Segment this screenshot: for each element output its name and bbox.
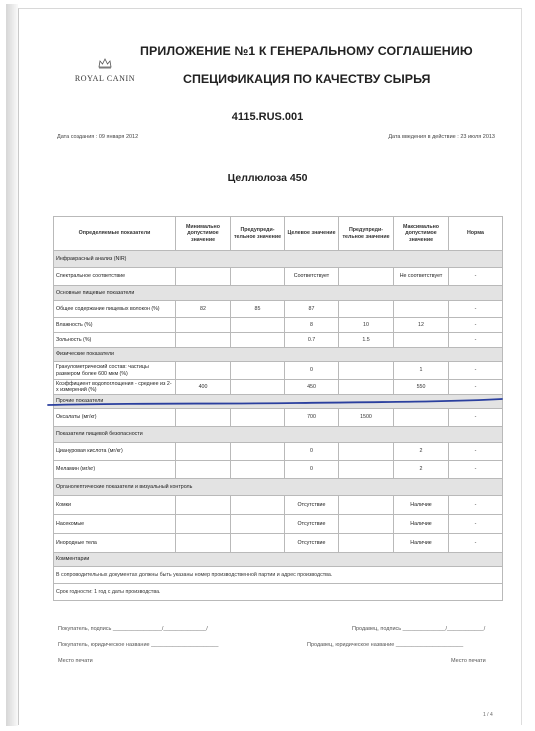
- table-row: [54, 409, 503, 427]
- cell-min: [176, 333, 231, 348]
- section-title: Прочие показатели: [54, 395, 503, 409]
- page-number: 1 / 4: [483, 712, 493, 718]
- title-line-1: ПРИЛОЖЕНИЕ №1 К ГЕНЕРАЛЬНОМУ СОГЛАШЕНИЮ: [140, 44, 473, 58]
- col-header: Минимально допустимое значение: [176, 217, 231, 251]
- section-row: [54, 479, 503, 496]
- comment-text: Срок годности: 1 год с даты производства.: [54, 584, 503, 601]
- row-name: Коэффициент водопоглощения - среднее из 2-х измерений (%): [54, 380, 176, 395]
- section-row: [54, 427, 503, 443]
- table-header-row: [54, 217, 503, 251]
- cell-warn2: [339, 461, 394, 479]
- row-name: Меламин (мг/кг): [54, 461, 176, 479]
- cell-max: 550: [394, 380, 449, 395]
- cell-target: 0.7: [285, 333, 339, 348]
- buyer-name-label: Покупатель, юридическое название: [58, 642, 150, 648]
- cell-max: 2: [394, 461, 449, 479]
- cell-max: 2: [394, 443, 449, 461]
- buyer-sign-line: Покупатель, подпись ________________/______________/: [58, 626, 208, 632]
- section-title: Показатели пищевой безопасности: [54, 427, 503, 443]
- cell-warn1: [231, 362, 285, 380]
- cell-warn1: [231, 380, 285, 395]
- row-name: Спектральное соответствие: [54, 268, 176, 286]
- effective-date: Дата введения в действие : 23 июля 2013: [388, 134, 495, 140]
- seller-name-label: Продавец, юридическое название: [307, 642, 395, 648]
- cell-target: 0: [285, 443, 339, 461]
- title-line-2: СПЕЦИФИКАЦИЯ ПО КАЧЕСТВУ СЫРЬЯ: [183, 72, 431, 86]
- creation-date: Дата создания : 09 января 2012: [57, 134, 139, 140]
- row-name: Гранулометрический состав: частицы размером более 600 мкм (%): [54, 362, 176, 380]
- cell-norm: -: [449, 362, 503, 380]
- buyer-name-line: Покупатель, юридическое название ______________________: [58, 642, 219, 648]
- cell-warn1: [231, 461, 285, 479]
- comment-row: [54, 567, 503, 584]
- royal-canin-logo: [72, 56, 138, 83]
- row-name: Насекомые: [54, 515, 176, 534]
- cell-min: 400: [176, 380, 231, 395]
- cell-norm: -: [449, 496, 503, 515]
- cell-norm: -: [449, 268, 503, 286]
- section-title: Органолептические показатели и визуальный контроль: [54, 479, 503, 496]
- cell-norm: -: [449, 318, 503, 333]
- cell-max: [394, 301, 449, 318]
- cell-norm: -: [449, 515, 503, 534]
- cell-warn1: 85: [231, 301, 285, 318]
- cell-target: 0: [285, 362, 339, 380]
- col-header: Норма: [449, 217, 503, 251]
- cell-warn2: 1.5: [339, 333, 394, 348]
- row-name: Инородные тела: [54, 534, 176, 553]
- cell-target: Отсутствие: [285, 515, 339, 534]
- table-row: [54, 534, 503, 553]
- table-row: [54, 380, 503, 395]
- cell-target: 700: [285, 409, 339, 427]
- row-name: Циануровая кислота (мг/кг): [54, 443, 176, 461]
- cell-target: 87: [285, 301, 339, 318]
- table-row: [54, 362, 503, 380]
- cell-target: 0: [285, 461, 339, 479]
- cell-min: [176, 496, 231, 515]
- cell-warn2: [339, 380, 394, 395]
- cell-warn1: [231, 534, 285, 553]
- row-name: Влажность (%): [54, 318, 176, 333]
- cell-target: 450: [285, 380, 339, 395]
- seller-sign-label: Продавец, подпись: [352, 626, 402, 632]
- cell-warn2: [339, 515, 394, 534]
- cell-warn2: [339, 443, 394, 461]
- cell-warn2: [339, 362, 394, 380]
- row-name: Общее содержание пищевых волокон (%): [54, 301, 176, 318]
- cell-target: Отсутствие: [285, 534, 339, 553]
- cell-warn2: [339, 268, 394, 286]
- cell-min: [176, 515, 231, 534]
- section-row: [54, 251, 503, 268]
- cell-warn1: [231, 409, 285, 427]
- crown-icon: [98, 57, 112, 69]
- cell-warn1: [231, 496, 285, 515]
- cell-warn1: [231, 268, 285, 286]
- cell-min: [176, 318, 231, 333]
- col-header: Предупреди-тельное значение: [231, 217, 285, 251]
- product-name: Целлюлоза 450: [227, 172, 308, 184]
- comment-text: В сопроводительных документах должны быть указаны номер производственной партии и адрес производства.: [54, 567, 503, 584]
- cell-max: [394, 333, 449, 348]
- comments-row: [54, 553, 503, 567]
- comment-row: [54, 584, 503, 601]
- cell-norm: -: [449, 461, 503, 479]
- cell-max: Не соответствует: [394, 268, 449, 286]
- cell-norm: -: [449, 409, 503, 427]
- cell-max: 12: [394, 318, 449, 333]
- cell-warn2: [339, 301, 394, 318]
- stamp-left: Место печати: [58, 658, 93, 664]
- col-header: Определяемые показатели: [54, 217, 176, 251]
- spec-table: [53, 216, 503, 601]
- table-row: [54, 333, 503, 348]
- cell-norm: -: [449, 380, 503, 395]
- cell-min: [176, 443, 231, 461]
- logo-text: ROYAL CANIN: [74, 74, 136, 83]
- cell-max: [394, 409, 449, 427]
- section-title: Основные пищевые показатели: [54, 286, 503, 301]
- cell-warn1: [231, 515, 285, 534]
- cell-warn2: 1500: [339, 409, 394, 427]
- seller-name-line: Продавец, юридическое название ______________________: [307, 642, 464, 648]
- cell-norm: -: [449, 443, 503, 461]
- section-row: [54, 348, 503, 362]
- table-row: [54, 515, 503, 534]
- cell-min: [176, 362, 231, 380]
- cell-warn1: [231, 443, 285, 461]
- cell-target: 8: [285, 318, 339, 333]
- col-header: Предупреди-тельное значение: [339, 217, 394, 251]
- cell-norm: -: [449, 534, 503, 553]
- section-row: [54, 286, 503, 301]
- comments-title: Комментарии: [54, 553, 503, 567]
- cell-norm: -: [449, 301, 503, 318]
- cell-target: Соответствует: [285, 268, 339, 286]
- table-row: [54, 461, 503, 479]
- cell-target: Отсутствие: [285, 496, 339, 515]
- table-row: [54, 496, 503, 515]
- cell-warn2: [339, 496, 394, 515]
- cell-warn1: [231, 333, 285, 348]
- cell-min: 82: [176, 301, 231, 318]
- cell-warn2: 10: [339, 318, 394, 333]
- section-title: Физические показатели: [54, 348, 503, 362]
- cell-min: [176, 461, 231, 479]
- cell-warn2: [339, 534, 394, 553]
- buyer-sign-label: Покупатель, подпись: [58, 626, 112, 632]
- section-title: Инфракрасный анализ (NIR): [54, 251, 503, 268]
- row-name: Оксалаты (мг/кг): [54, 409, 176, 427]
- col-header: Максимально допустимое значение: [394, 217, 449, 251]
- cell-min: [176, 268, 231, 286]
- stamp-right: Место печати: [451, 658, 486, 664]
- cell-max: Наличие: [394, 496, 449, 515]
- cell-max: Наличие: [394, 534, 449, 553]
- cell-warn1: [231, 318, 285, 333]
- section-row: [54, 395, 503, 409]
- seller-sign-line: Продавец, подпись ______________/____________/: [352, 626, 486, 632]
- row-name: Комки: [54, 496, 176, 515]
- table-row: [54, 443, 503, 461]
- cell-max: 1: [394, 362, 449, 380]
- row-name: Зольность (%): [54, 333, 176, 348]
- table-row: [54, 301, 503, 318]
- document-code: 4115.RUS.001: [231, 111, 304, 123]
- cell-min: [176, 409, 231, 427]
- cell-norm: -: [449, 333, 503, 348]
- col-header: Целевое значение: [285, 217, 339, 251]
- table-row: [54, 318, 503, 333]
- cell-max: Наличие: [394, 515, 449, 534]
- table-row: [54, 268, 503, 286]
- cell-min: [176, 534, 231, 553]
